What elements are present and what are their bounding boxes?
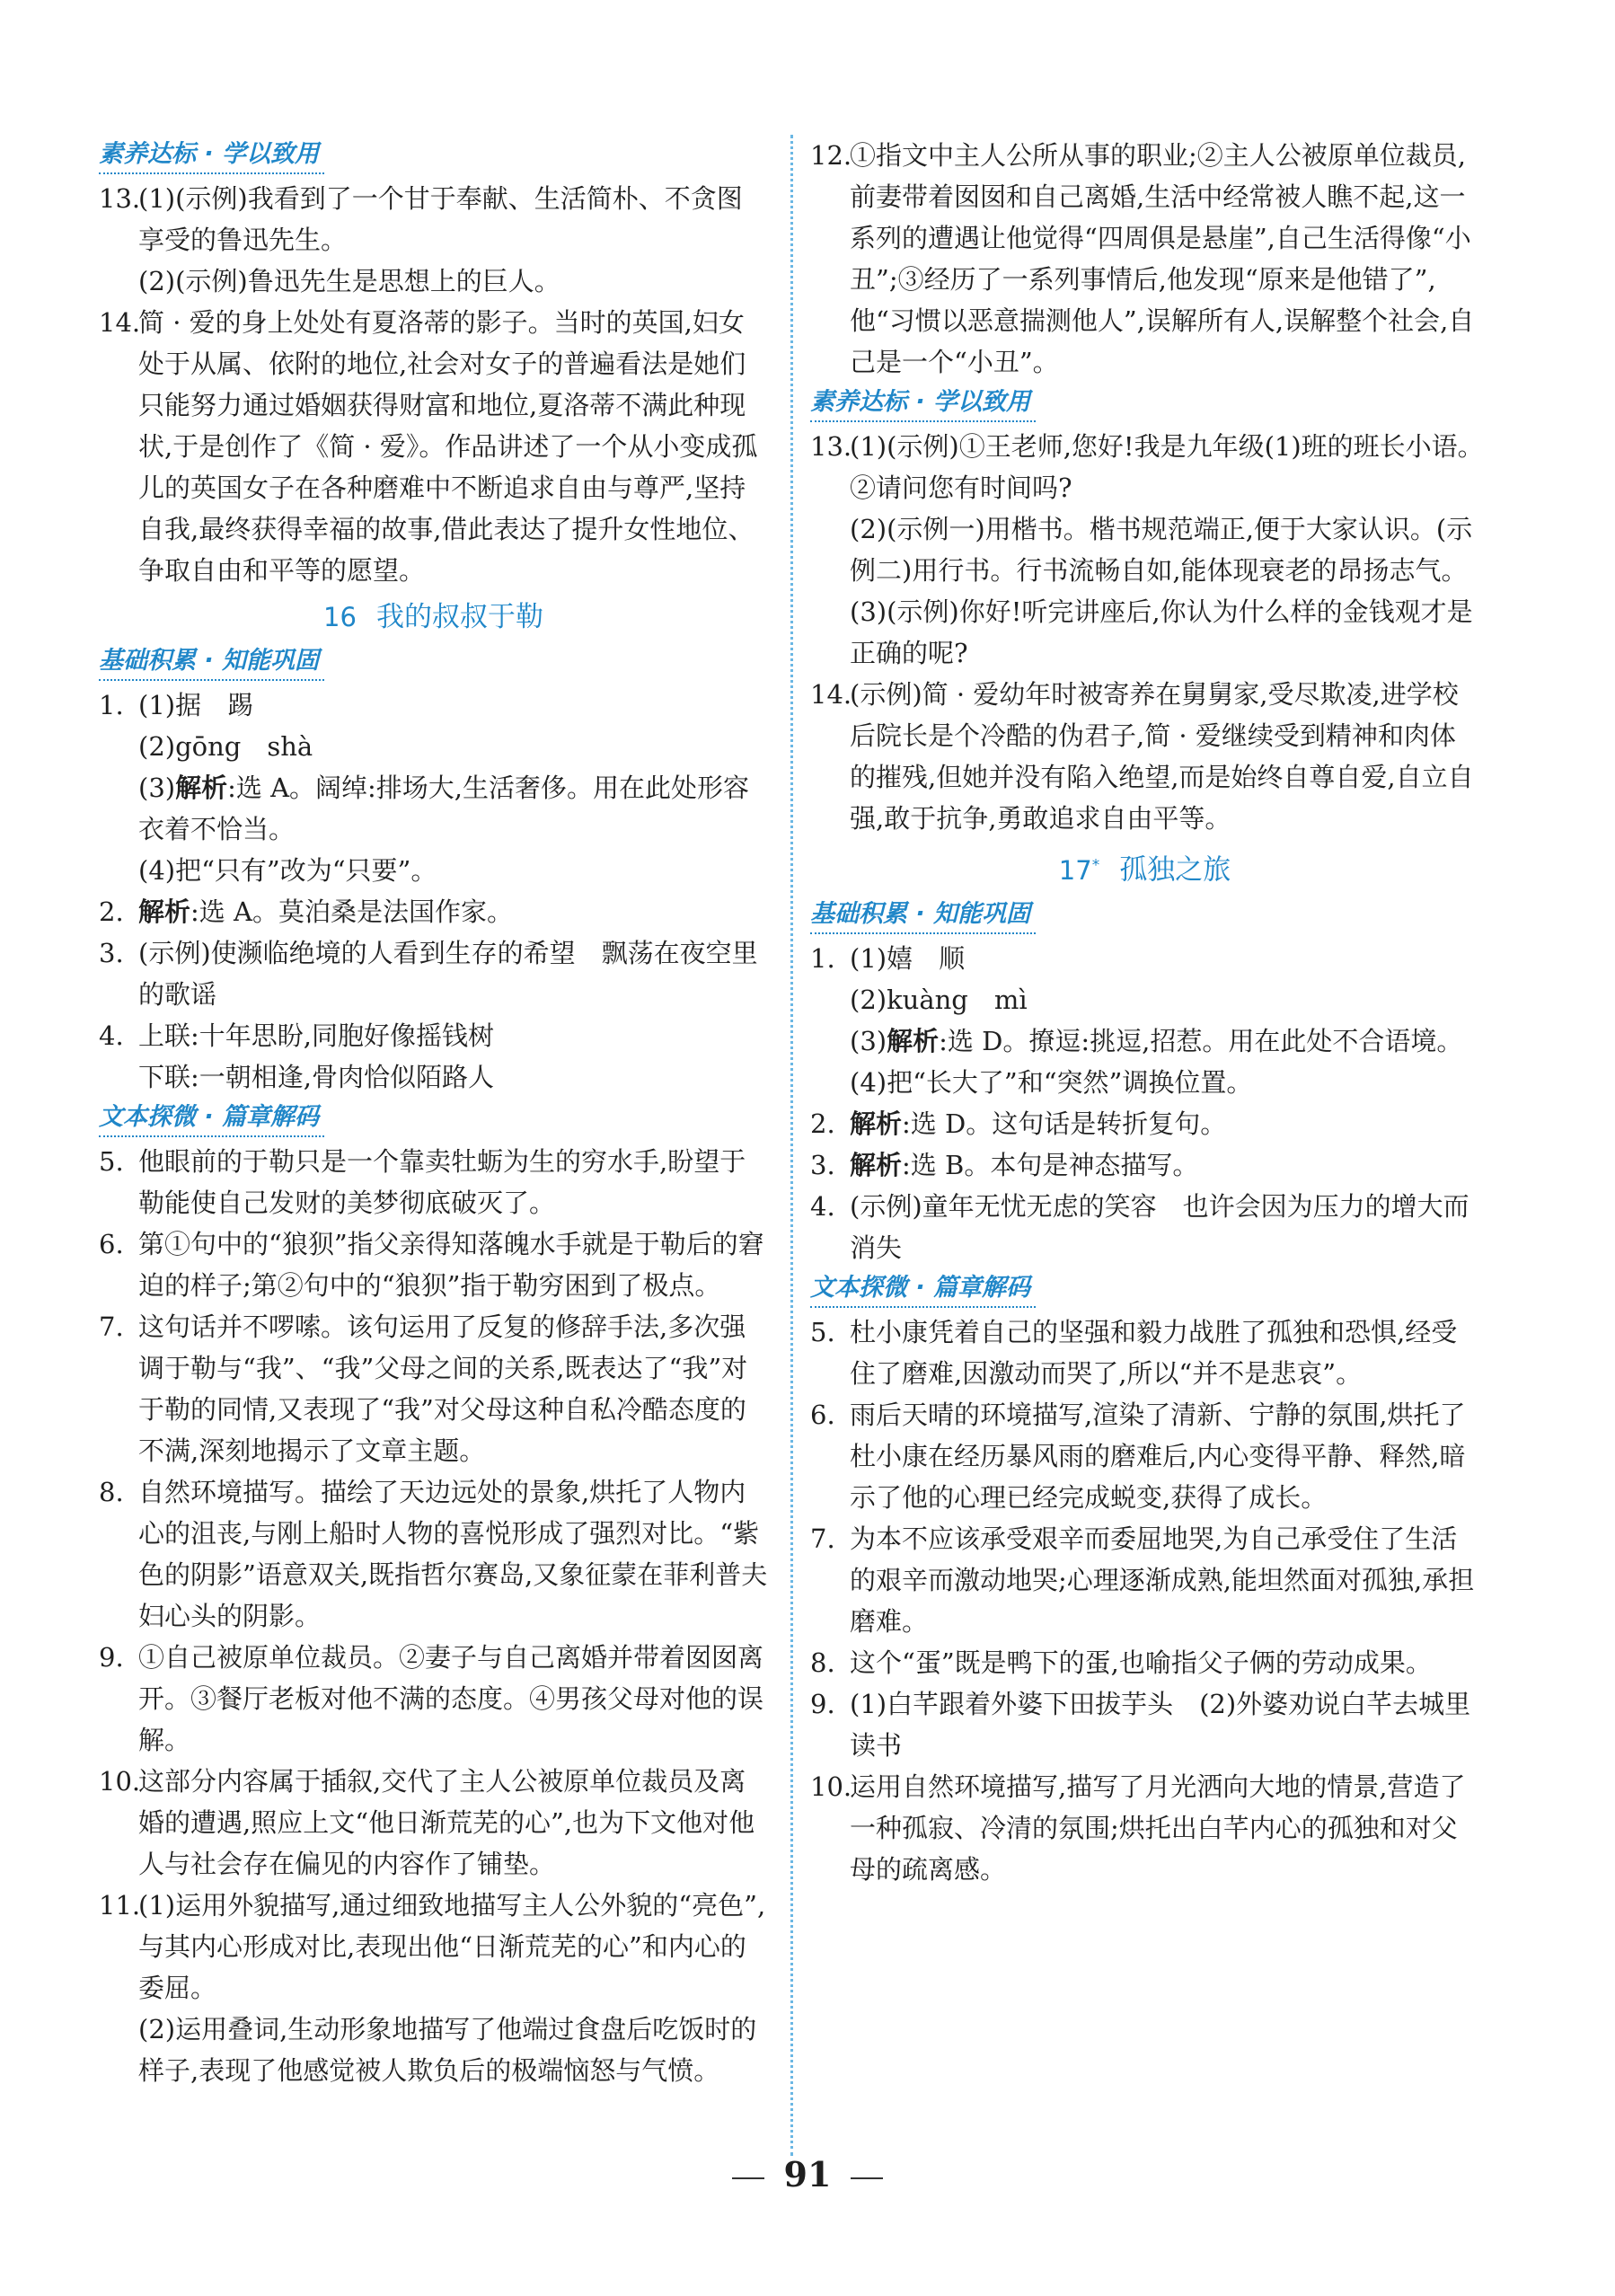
answer-item: [99, 684, 768, 726]
answer-text: :选 B。本句是神态描写。: [902, 1149, 1199, 1180]
answer-subitem: [99, 1056, 768, 1098]
section-heading-row: [99, 135, 768, 178]
answer-subitem: [810, 1062, 1479, 1103]
answer-item: [810, 1144, 1479, 1186]
right-column: [810, 135, 1497, 1890]
answer-item: [99, 891, 768, 932]
answer-text: 这部分内容属于插叙,交代了主人公被原单位裁员及离婚的遭遇,照应上文“他日渐荒芜的心”,也为下文他对他人与社会存在偏见的内容作了铺垫。: [138, 1766, 755, 1879]
subitem-prefix: (3): [138, 773, 176, 803]
answer-item: [99, 1637, 768, 1761]
answer-text: (1)白芊跟着外婆下田拔芋头 (2)外婆劝说白芊去城里读书: [850, 1688, 1471, 1761]
item-number: 6.: [810, 1399, 835, 1430]
answer-subitem: [99, 767, 768, 850]
left-column: [99, 135, 768, 2091]
answer-text: (示例)使濒临绝境的人看到生存的希望 飘荡在夜空里的歌谣: [138, 938, 758, 1010]
answer-item: [810, 1186, 1479, 1268]
answer-text: (1)嬉 顺: [850, 942, 966, 974]
answer-item: [99, 1761, 768, 1885]
lesson-title: [99, 595, 768, 640]
lesson-number: [323, 602, 357, 632]
item-number: 12.: [810, 140, 852, 171]
answer-text: 雨后天晴的环境描写,渲染了清新、宁静的氛围,烘托了杜小康在经历暴风雨的磨难后,内心变得平静、释然,暗示了他的心理已经完成蜕变,获得了成长。: [850, 1399, 1466, 1513]
answer-item: [99, 1015, 768, 1056]
section-heading: 素养达标 · 学以致用: [810, 384, 1036, 422]
item-number: 13.: [99, 183, 141, 214]
answer-text: (2)运用叠词,生动形象地描写了他端过食盘后吃饭时的样子,表现了他感觉被人欺负后的极端恼怒与气愤。: [138, 2014, 757, 2086]
answer-text: (示例)简 · 爱幼年时被寄养在舅舅家,受尽欺凌,进学校后院长是个冷酷的伪君子,简 · 爱继续受到精神和肉体的摧残,但她并没有陷入绝望,而是始终自尊自爱,自立自强,敢于抗争,勇敢追求自由平等。: [850, 679, 1474, 834]
answer-text: :选 D。这句话是转折复句。: [902, 1108, 1227, 1139]
item-number: 11.: [99, 1890, 141, 1921]
answer-subitem: [810, 508, 1479, 591]
section-heading-row: [810, 383, 1479, 426]
page-number-dash-left: [732, 2177, 764, 2179]
answer-text: 为本不应该承受艰辛而委屈地哭,为自己承受住了生活的艰辛而激动地哭;心理逐渐成熟,能坦然面对孤独,承担磨难。: [850, 1523, 1475, 1637]
answer-item: [99, 1141, 768, 1223]
section-heading: 素养达标 · 学以致用: [99, 137, 324, 174]
answer-text: (2)gōng shà: [138, 731, 313, 762]
lesson-number-text: 17: [1058, 854, 1092, 886]
answer-item: [99, 1223, 768, 1306]
lesson-star-mark: *: [1091, 856, 1100, 874]
answer-text: (1)(示例)①王老师,您好!我是九年级(1)班的班长小语。 ②请问您有时间吗?: [850, 431, 1497, 503]
item-number: 1.: [810, 942, 835, 974]
answer-text: 自然环境描写。描绘了天边远处的景象,烘托了人物内心的沮丧,与刚上船时人物的喜悦形成了强烈对比。“紫色的阴影”语意双关,既指哲尔赛岛,又象征蒙在菲利普夫妇心头的阴影。: [138, 1477, 768, 1631]
item-number: 4.: [99, 1020, 124, 1051]
page-number: [0, 2154, 1615, 2194]
answer-text: 这句话并不啰嗦。该句运用了反复的修辞手法,多次强调于勒与“我”、“我”父母之间的关系,既表达了“我”对于勒的同情,又表现了“我”对父母这种自私冷酷态度的不满,深刻地揭示了文章主题。: [138, 1311, 748, 1466]
answer-item: [810, 1642, 1479, 1683]
item-number: 10.: [810, 1771, 852, 1802]
answer-text: (2)(示例一)用楷书。楷书规范端正,便于大家认识。(示例二)用行书。行书流畅自如,能体现衰老的昂扬志气。: [850, 514, 1473, 586]
item-number: 2.: [810, 1108, 835, 1139]
section-heading-row: [99, 1098, 768, 1141]
analysis-label: 解析: [887, 1025, 940, 1056]
answer-text: (2)(示例)鲁迅先生是思想上的巨人。: [138, 266, 560, 296]
answer-item: [810, 1766, 1479, 1890]
item-number: 3.: [99, 938, 124, 968]
item-number: 10.: [99, 1766, 141, 1797]
answer-text: :选 D。撩逗:挑逗,招惹。用在此处不合语境。: [939, 1025, 1463, 1056]
answer-text: 运用自然环境描写,描写了月光洒向大地的情景,营造了一种孤寂、冷清的氛围;烘托出白芊内心的孤独和对父母的疏离感。: [850, 1771, 1466, 1885]
answer-item: [99, 1885, 768, 2009]
lesson-title-text: 我的叔叔于勒: [375, 601, 543, 633]
answer-item: [810, 135, 1479, 383]
section-heading-row: [810, 895, 1479, 938]
page-number-dash-right: [851, 2177, 883, 2179]
lesson-number: [1059, 855, 1099, 886]
answer-text: 他眼前的于勒只是一个靠卖牡蛎为生的穷水手,盼望于勒能使自己发财的美梦彻底破灭了。: [138, 1146, 746, 1218]
item-number: 4.: [810, 1190, 835, 1222]
item-number: 7.: [99, 1311, 124, 1342]
answer-text: (1)(示例)我看到了一个甘于奉献、生活简朴、不贪图享受的鲁迅先生。: [138, 183, 743, 255]
section-heading: 文本探微 · 篇章解码: [810, 1270, 1036, 1308]
item-number: 2.: [99, 896, 124, 927]
column-divider: [790, 135, 793, 2156]
answer-item: [99, 932, 768, 1015]
answer-subitem: [810, 1020, 1479, 1062]
subitem-prefix: (3): [850, 1025, 887, 1056]
item-number: 13.: [810, 431, 852, 462]
answer-text: :选 A。莫泊桑是法国作家。: [190, 896, 513, 927]
analysis-label: 解析: [850, 1149, 903, 1180]
section-heading-row: [810, 1268, 1479, 1311]
answer-text: 上联:十年思盼,同胞好像摇钱树: [138, 1020, 494, 1051]
item-number: 8.: [99, 1477, 124, 1507]
answer-subitem: [99, 850, 768, 891]
item-number: 9.: [810, 1688, 835, 1719]
answer-item: [810, 1311, 1479, 1394]
item-number: 14.: [99, 307, 141, 338]
section-heading: 基础积累 · 知能巩固: [810, 896, 1036, 934]
answer-item: [99, 1471, 768, 1637]
page-number-text: 91: [783, 2154, 832, 2194]
lesson-title-text: 孤独之旅: [1119, 853, 1231, 887]
section-heading: 基础积累 · 知能巩固: [99, 643, 324, 681]
item-number: 5.: [810, 1316, 835, 1347]
item-number: 8.: [810, 1647, 835, 1678]
answer-text: ①自己被原单位裁员。②妻子与自己离婚并带着囡囡离开。③餐厅老板对他不满的态度。④男孩父母对他的误解。: [138, 1642, 764, 1755]
answer-text: (1)运用外貌描写,通过细致地描写主人公外貌的“亮色”,与其内心形成对比,表现出他“日渐荒芜的心”和内心的委屈。: [138, 1890, 766, 2003]
item-number: 5.: [99, 1146, 124, 1177]
lesson-title: [810, 843, 1479, 893]
answer-text: (1)据 踢: [138, 690, 254, 720]
item-number: 9.: [99, 1642, 124, 1673]
answer-item: [810, 1394, 1479, 1518]
answer-item: [810, 1103, 1479, 1144]
answer-text: (4)把“长大了”和“突然”调换位置。: [850, 1066, 1253, 1098]
item-number: 14.: [810, 679, 852, 710]
answer-item: [810, 1518, 1479, 1642]
item-number: 3.: [810, 1149, 835, 1180]
answer-item: [810, 674, 1479, 839]
analysis-label: 解析: [175, 773, 228, 803]
answer-text: (3)(示例)你好!听完讲座后,你认为什么样的金钱观才是正确的呢?: [850, 596, 1473, 668]
answer-subitem: [99, 261, 768, 302]
answer-subitem: [99, 2009, 768, 2091]
answer-text: :选 A。阔绰:排场大,生活奢侈。用在此处形容衣着不恰当。: [138, 773, 750, 844]
answer-subitem: [99, 726, 768, 767]
answer-text: 第①句中的“狼狈”指父亲得知落魄水手就是于勒后的窘迫的样子;第②句中的“狼狈”指于勒穷困到了极点。: [138, 1229, 764, 1301]
answer-item: [99, 302, 768, 591]
item-number: 1.: [99, 690, 124, 720]
analysis-label: 解析: [850, 1108, 903, 1139]
answer-text: 下联:一朝相逢,骨肉恰似陌路人: [138, 1062, 494, 1092]
answer-text: (4)把“只有”改为“只要”。: [138, 855, 437, 886]
section-heading-row: [99, 641, 768, 684]
answer-text: (示例)童年无忧无虑的笑容 也许会因为压力的增大而消失: [850, 1190, 1469, 1263]
answer-text: 这个“蛋”既是鸭下的蛋,也喻指父子俩的劳动成果。: [850, 1647, 1432, 1678]
answer-item: [99, 178, 768, 261]
answer-item: [810, 938, 1479, 979]
answer-text: 杜小康凭着自己的坚强和毅力战胜了孤独和恐惧,经受住了磨难,因激动而哭了,所以“并不是悲哀”。: [850, 1316, 1458, 1389]
answer-text: (2)kuàng mì: [850, 984, 1028, 1015]
answer-text: ①指文中主人公所从事的职业;②主人公被原单位裁员,前妻带着囡囡和自己离婚,生活中经常被人瞧不起,这一系列的遭遇让他觉得“四周俱是悬崖”,自己生活得像“小丑”;③经历了一系列事情后,他发现“原来是他错了”,他“习惯以恶意揣测他人”,误解所有人,误解整个社会,自己是一个“小丑”。: [850, 140, 1475, 377]
item-number: 7.: [810, 1523, 835, 1554]
section-heading: 文本探微 · 篇章解码: [99, 1099, 324, 1137]
item-number: 6.: [99, 1229, 124, 1259]
answer-subitem: [810, 979, 1479, 1020]
answer-subitem: [810, 591, 1479, 674]
answer-item: [810, 1683, 1479, 1766]
analysis-label: 解析: [138, 896, 191, 927]
answer-item: [810, 426, 1497, 508]
answer-item: [99, 1306, 768, 1471]
answer-text: 简 · 爱的身上处处有夏洛蒂的影子。当时的英国,妇女处于从属、依附的地位,社会对女子的普遍看法是她们只能努力通过婚姻获得财富和地位,夏洛蒂不满此种现状,于是创作了《简 · 爱》。作品讲述了一个从小变成孤儿的英国女子在各种磨难中不断追求自由与尊严,坚持自我,最终获得幸福的故事,借此表达了提升女性地位、争取自由和平等的愿望。: [138, 307, 758, 586]
lesson-number-text: 16: [323, 602, 357, 632]
